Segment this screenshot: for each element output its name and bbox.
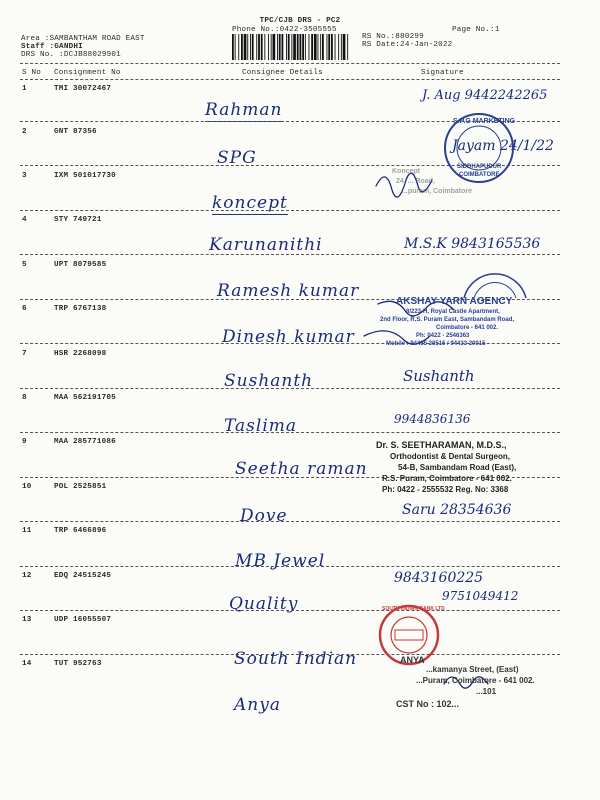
signature: Saru 28354636 (402, 502, 512, 518)
anya-stamp-line2: ...Puram, Coimbatore - 641 002. (416, 676, 535, 685)
consignee-name: South Indian Anya (234, 649, 358, 715)
row-number: 10 (22, 483, 32, 491)
signature: 9843160225 (394, 570, 484, 586)
doctor-stamp-name: Dr. S. SEETHARAMAN, M.D.S., (376, 440, 507, 450)
spg-stamp-line3: COIMBATORE (459, 172, 500, 178)
rs-number: RS No.:880299 (362, 33, 424, 41)
consignee-name: MB Jewel (235, 551, 326, 571)
drs-number: DRS No. :DCJB88029901 (21, 51, 121, 59)
row-number: 7 (22, 350, 27, 358)
signature: Jayam 24/1/22 (452, 138, 554, 154)
akshay-stamp-line3: Coimbatore - 641 002. (436, 325, 499, 331)
area-label: Area :SAMBANTHAM ROAD EAST (21, 35, 145, 43)
anya-stamp-line4: CST No : 102... (396, 699, 460, 709)
anya-stamp-line3: ...101 (476, 687, 497, 696)
consignment-number: POL 2525851 (54, 483, 107, 491)
consignment-number: TUT 952763 (54, 660, 102, 668)
row-number: 4 (22, 216, 27, 224)
page-number: Page No.:1 (452, 26, 500, 34)
consignment-number: IXM 501017730 (54, 172, 116, 180)
row-number: 14 (22, 660, 32, 668)
consignment-number: HSR 2268098 (54, 350, 107, 358)
row-number: 12 (22, 572, 32, 580)
signature: M.S.K 9843165536 (404, 236, 541, 252)
akshay-yarn-stamp (376, 296, 562, 356)
signature: Sushanth (403, 367, 475, 385)
doctor-stamp-line3: R.S. Puram, Coimbatore - 641 002. (382, 474, 512, 483)
consignee-name: Quality (229, 594, 299, 614)
koncept-stamp (392, 168, 522, 200)
signature: J. Aug 9442242265 (422, 88, 548, 103)
document-title: TPC/CJB DRS - PC2 (259, 17, 341, 25)
column-header-sno: S No (22, 69, 42, 77)
consignment-number: MAA 562191705 (54, 394, 116, 402)
consignment-number: GNT 87356 (54, 128, 97, 136)
consignee-name: Ramesh kumar (217, 281, 360, 301)
row-number: 6 (22, 305, 27, 313)
consignment-number: TRP 6466896 (54, 527, 107, 535)
row-number: 11 (22, 527, 32, 535)
signature: 9944836136 (394, 412, 471, 426)
akshay-stamp-line4: Ph: 0422 - 2546363 (416, 333, 470, 339)
column-header-consignee: Consignee Details (242, 69, 323, 77)
akshay-stamp-line1: 8/223-H, Royal Castle Apartment, (406, 309, 500, 315)
column-header-signature: Signature (421, 69, 464, 77)
row-number: 3 (22, 172, 27, 180)
consignee-name: Seetha raman (235, 459, 368, 479)
consignment-number: TMI 30072467 (54, 85, 112, 93)
spg-stamp-line2: SIDDHAPUDUR (457, 164, 502, 170)
row-number: 1 (22, 85, 27, 93)
doctor-stamp-line1: Orthodontist & Dental Surgeon, (390, 452, 510, 461)
row-number: 9 (22, 438, 27, 446)
koncept-stamp-line3: ...puram, Coimbatore (402, 188, 473, 195)
consignment-number: TRP 6767138 (54, 305, 107, 313)
spg-stamp-line1: S.P.G MARKETING (453, 118, 516, 125)
phone-number: Phone No.:0422-3505555 (232, 26, 337, 34)
row-number: 8 (22, 394, 27, 402)
consignee-name: Taslima (224, 416, 298, 436)
row-number: 2 (22, 128, 27, 136)
doctor-stamp-line4: Ph: 0422 - 2555532 Reg. No: 3368 (382, 485, 509, 494)
consignment-number: STY 749721 (54, 216, 102, 224)
consignee-name: koncept (212, 193, 288, 213)
akshay-round-stamp (460, 264, 530, 298)
row-number: 13 (22, 616, 32, 624)
staff-label: Staff :GANDHI (21, 43, 83, 51)
koncept-stamp-line1: Koncept (392, 168, 420, 175)
consignee-name: Karunanithi (209, 235, 323, 255)
anya-stamp-name: ANYA (400, 655, 425, 665)
consignee-name: Dinesh kumar (222, 327, 355, 347)
column-header-consignment: Consignment No (54, 69, 121, 77)
consignment-number: EDQ 24515245 (54, 572, 112, 580)
doctor-stamp (376, 440, 572, 496)
consignment-number: MAA 285771086 (54, 438, 116, 446)
consignee-name: Sushanth (224, 371, 314, 391)
signature: 9751049412 (442, 589, 519, 603)
consignee-name: Dove (240, 506, 288, 526)
doctor-stamp-line2: 54-B, Sambandam Road (East), (398, 463, 517, 472)
akshay-stamp-name: AKSHAY YARN AGENCY (396, 296, 513, 307)
row-number: 5 (22, 261, 27, 269)
koncept-stamp-line2: 24, ... Road, (396, 178, 435, 185)
consignment-number: UDP 16055507 (54, 616, 112, 624)
anya-stamp-line1: ...kamanya Street, (East) (426, 665, 519, 674)
consignment-number: UPT 8079585 (54, 261, 107, 269)
consignee-name: SPG (217, 148, 257, 168)
akshay-stamp-line5: Mobile : 94435 28516 / 94433 20015 (386, 341, 486, 347)
consignee-name: Rahman (205, 100, 283, 120)
anya-stamp (396, 655, 576, 715)
rs-date: RS Date:24-Jan-2022 (362, 41, 453, 49)
bank-stamp-ring: SOUTH INDIAN BANK LTD (382, 606, 445, 612)
akshay-stamp-line2: 2nd Floor, R.S. Puram East, Sambandam Road, (380, 317, 515, 323)
